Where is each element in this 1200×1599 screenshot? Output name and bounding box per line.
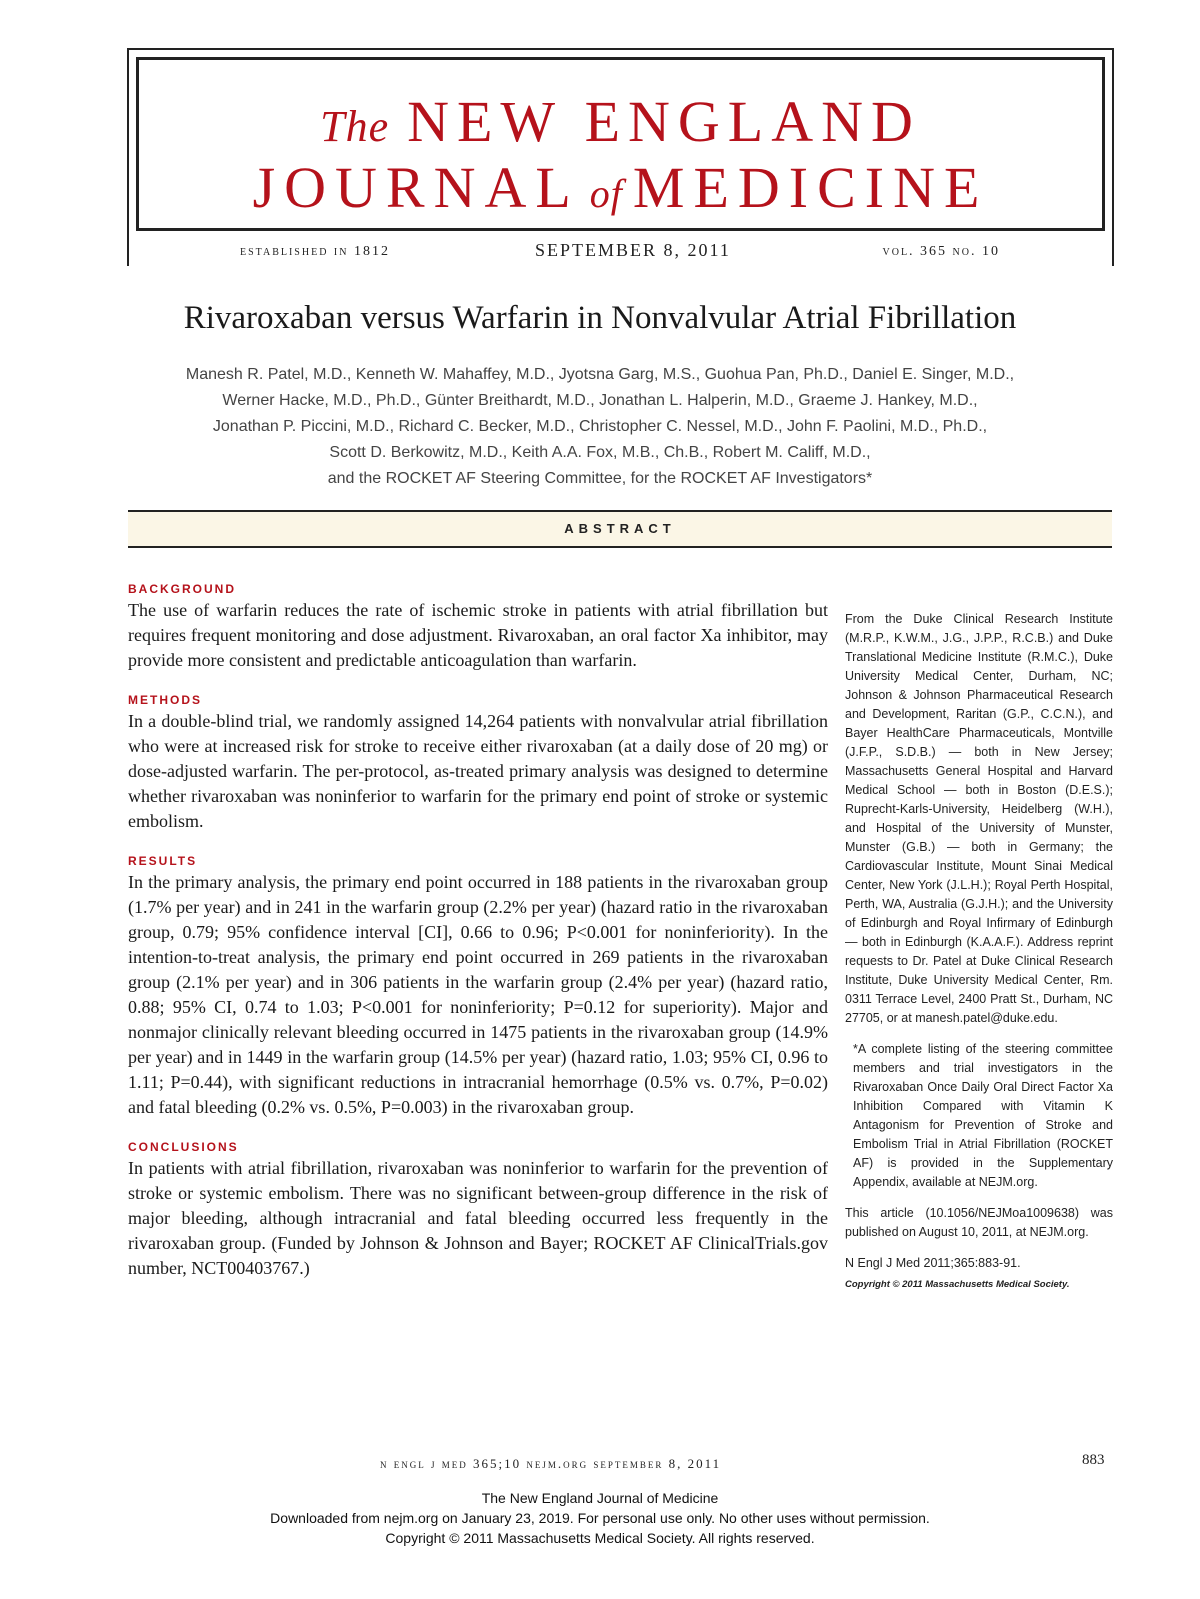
abstract-body xyxy=(128,582,828,1301)
author-line: Manesh R. Patel, M.D., Kenneth W. Mahaffey, M.D., Jyotsna Garg, M.S., Guohua Pan, Ph.D., Daniel E. Singer, M.D., xyxy=(185,366,1015,383)
notice-download: Downloaded from nejm.org on January 23, 2019. For personal use only. No other uses without permission. xyxy=(270,1510,930,1526)
established-year: established in 1812 xyxy=(240,244,390,259)
issue-info-row xyxy=(240,240,1000,262)
author-line: and the ROCKET AF Steering Committee, for the ROCKET AF Investigators* xyxy=(327,470,873,487)
author-line: Werner Hacke, M.D., Ph.D., Günter Breithardt, M.D., Jonathan L. Halperin, M.D., Graeme J. Hankey, M.D., xyxy=(222,392,978,409)
masthead-medicine: MEDICINE xyxy=(632,155,989,220)
author-line: Jonathan P. Piccini, M.D., Richard C. Becker, M.D., Christopher C. Nessel, M.D., John F. Paolini, M.D., Ph.D., xyxy=(212,418,988,435)
masthead-line-2 xyxy=(139,154,1102,221)
notice-journal-name: The New England Journal of Medicine xyxy=(481,1490,719,1506)
affiliations-note: From the Duke Clinical Research Institute (M.R.P., K.W.M., J.G., J.P.P., R.C.B.) and Duke Translational Medicine Institute (R.M.C.), Duke University Medical Center, Durham, NC; Johnson & Johnson Pharmaceutical Research and Development, Raritan (G.P., C.C.N.), and Bayer HealthCare Pharmaceuticals, Montville (J.F.P., S.D.B.) — both in New Jersey; Massachusetts General Hospital and Harvard Medical School — both in Boston (D.E.S.); Ruprecht-Karls-University, Heidelberg (W.H.), and Hospital of the University of Munster, Munster (G.B.) — both in Germany; the Cardiovascular Institute, Mount Sinai Medical Center, New York (J.L.H.); Royal Perth Hospital, Perth, WA, Australia (G.J.H.); and the University of Edinburgh and Royal Infirmary of Edinburgh — both in Edinburgh (K.A.A.F.). Address reprint requests to Dr. Patel at Duke Clinical Research Institute, Duke University Medical Center, Rm. 0311 Terrace Level, 2400 Pratt St., Durham, NC 27705, or at manesh.patel@duke.edu. xyxy=(845,612,1113,1025)
masthead-the: The xyxy=(320,102,390,151)
section-heading-background: BACKGROUND xyxy=(128,582,236,596)
issue-date: SEPTEMBER 8, 2011 xyxy=(535,240,731,260)
masthead-line-1 xyxy=(139,88,1102,155)
download-notice xyxy=(0,1488,1200,1548)
sidebar-notes xyxy=(845,610,1113,1306)
section-body-results: In the primary analysis, the primary end point occurred in 188 patients in the rivaroxaban group (1.7% per year) and in 241 in the warfarin group (2.2% per year) (hazard ratio in the rivaroxaban group, 0.79; 95% confidence interval [CI], 0.66 to 0.96; P<0.001 for noninferiority). In the intention-to-treat analysis, the primary end point occurred in 269 patients in the rivaroxaban group (2.1% per year) and in 306 patients in the warfarin group (2.4% per year) (hazard ratio, 0.88; 95% CI, 0.74 to 1.03; P<0.001 for noninferiority; P=0.12 for superiority). Major and nonmajor clinically relevant bleeding occurred in 1475 patients in the rivaroxaban group (14.9% per year) and in 1449 in the warfarin group (14.5% per year) (hazard ratio, 1.03; 95% CI, 0.96 to 1.11; P=0.44), with significant reductions in intracranial hemorrhage (0.5% vs. 0.7%, P=0.02) and fatal bleeding (0.2% vs. 0.5%, P=0.003) in the rivaroxaban group. xyxy=(128,872,828,1117)
journal-masthead xyxy=(136,57,1105,231)
author-line: Scott D. Berkowitz, M.D., Keith A.A. Fox, M.B., Ch.B., Robert M. Califf, M.D., xyxy=(329,444,871,461)
masthead-of: of xyxy=(589,171,623,216)
investigators-footnote: *A complete listing of the steering committee members and trial investigators in the Rivaroxaban Once Daily Oral Direct Factor Xa Inhibition Compared with Vitamin K Antagonism for Prevention of Stroke and Embolism Trial in Atrial Fibrillation (ROCKET AF) is provided in the Supplementary Appendix, available at NEJM.org. xyxy=(853,1042,1113,1189)
notice-copyright: Copyright © 2011 Massachusetts Medical Society. All rights reserved. xyxy=(385,1530,815,1546)
section-body-methods: In a double-blind trial, we randomly assigned 14,264 patients with nonvalvular atrial fibrillation who were at increased risk for stroke to receive either rivaroxaban (at a daily dose of 20 mg) or dose-adjusted warfarin. The per-protocol, as-treated primary analysis was designed to determine whether rivaroxaban was noninferior to warfarin for the primary end point of stroke or systemic embolism. xyxy=(128,711,828,831)
section-body-background: The use of warfarin reduces the rate of ischemic stroke in patients with atrial fibrillation but requires frequent monitoring and dose adjustment. Rivaroxaban, an oral factor Xa inhibitor, may provide more consistent and predictable anticoagulation than warfarin. xyxy=(128,600,828,670)
running-footer: n engl j med 365;10 nejm.org september 8, 2011 xyxy=(380,1456,722,1471)
masthead-new-england: NEW ENGLAND xyxy=(407,89,921,154)
section-heading-conclusions: CONCLUSIONS xyxy=(128,1140,239,1154)
copyright-line: Copyright © 2011 Massachusetts Medical Society. xyxy=(845,1279,1070,1290)
volume-number: vol. 365 no. 10 xyxy=(882,244,1000,259)
citation: N Engl J Med 2011;365:883-91. xyxy=(845,1256,1021,1270)
publication-note: This article (10.1056/NEJMoa1009638) was published on August 10, 2011, at NEJM.org. xyxy=(845,1206,1113,1239)
section-body-conclusions: In patients with atrial fibrillation, rivaroxaban was noninferior to warfarin for the prevention of stroke or systemic embolism. There was no significant between-group difference in the risk of major bleeding, although intracranial and fatal bleeding occurred less frequently in the rivaroxaban group. (Funded by Johnson & Johnson and Bayer; ROCKET AF ClinicalTrials.gov number, NCT00403767.) xyxy=(128,1158,828,1278)
section-heading-methods: METHODS xyxy=(128,693,202,707)
article-title: Rivaroxaban versus Warfarin in Nonvalvular Atrial Fibrillation xyxy=(183,300,1017,336)
section-heading-results: RESULTS xyxy=(128,854,198,868)
abstract-header: ABSTRACT xyxy=(128,510,1112,548)
page-number: 883 xyxy=(1082,1452,1105,1468)
author-list xyxy=(120,362,1080,492)
masthead-journal: JOURNAL xyxy=(252,155,580,220)
